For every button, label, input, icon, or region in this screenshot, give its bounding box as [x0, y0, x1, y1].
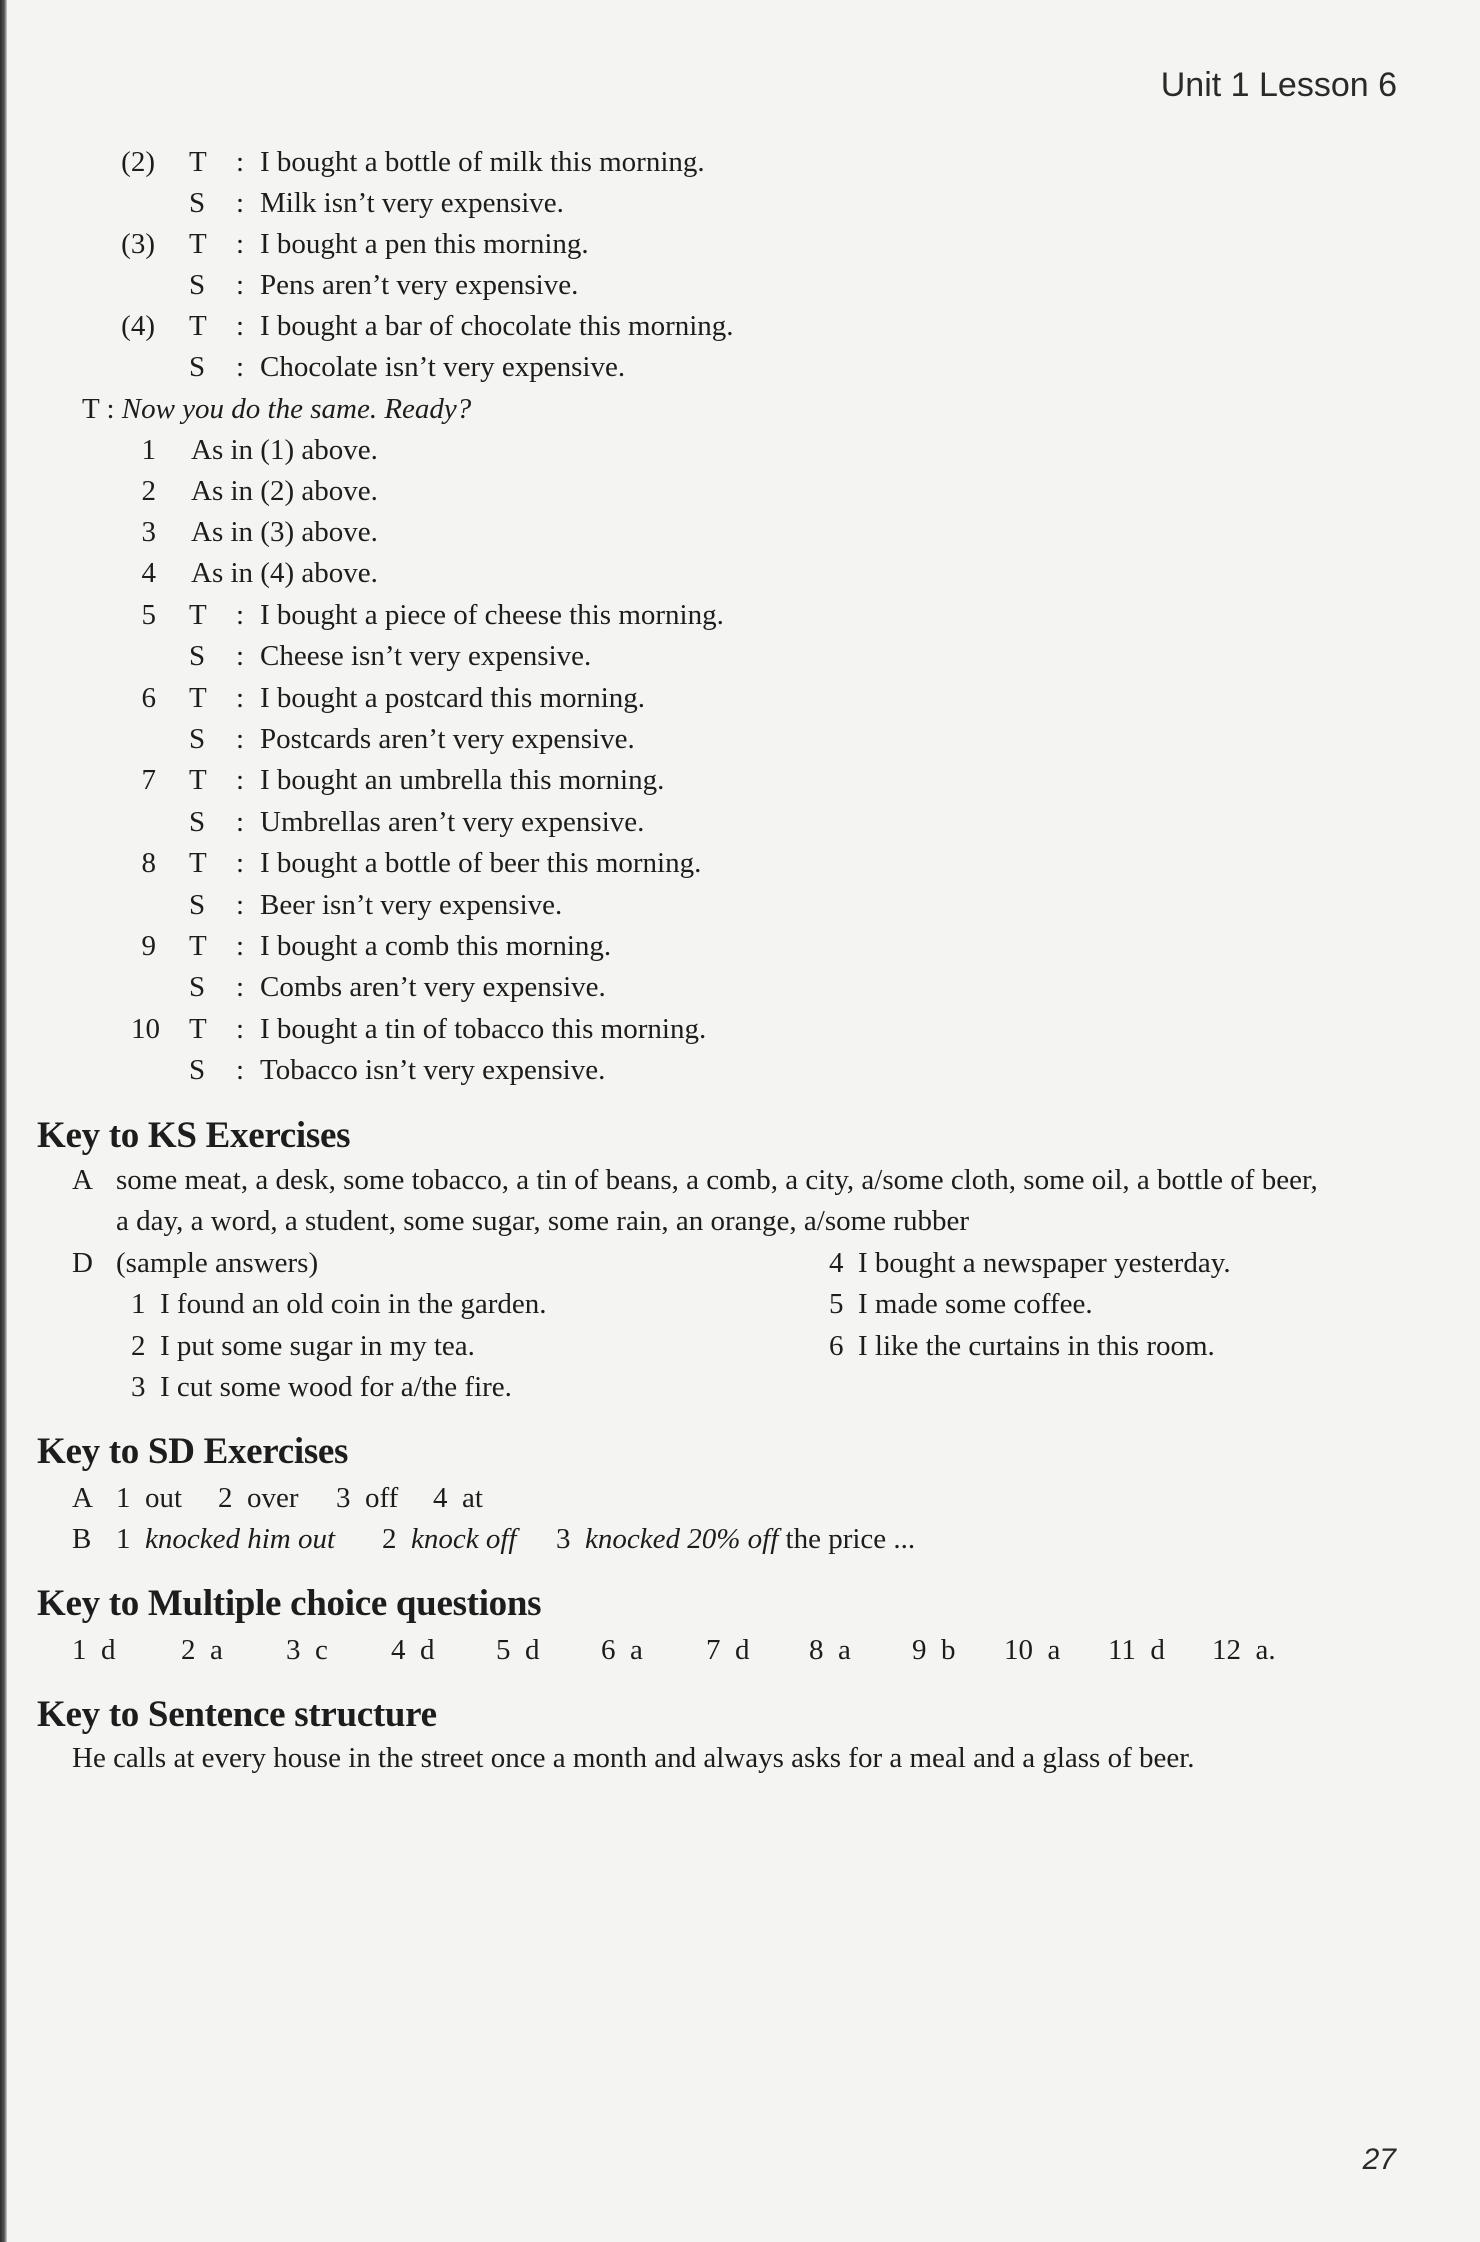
- ss-text: He calls at every house in the street once a month and always asks for a meal and a glass of beer.: [72, 1742, 1195, 1774]
- colon: :: [236, 269, 245, 301]
- colon: :: [236, 599, 245, 631]
- teacher-line: I bought a pen this morning.: [260, 228, 589, 260]
- teacher-line: I bought an umbrella this morning.: [260, 764, 665, 796]
- teacher-line: I bought a tin of tobacco this morning.: [260, 1013, 707, 1045]
- item-number: 3: [131, 1371, 146, 1403]
- instruction-text: Now you do the same. Ready?: [121, 393, 472, 425]
- ks-d-intro: (sample answers): [116, 1247, 319, 1279]
- drill-t-line: [0, 224, 1480, 265]
- drill-s-line: [0, 1050, 1480, 1091]
- sd-a-label: A: [72, 1482, 93, 1514]
- teacher-line: I bought a comb this morning.: [260, 930, 612, 962]
- item-number: 2: [131, 1330, 146, 1362]
- item-number: 7: [141, 764, 156, 796]
- sd-a-item: 1 out: [116, 1482, 183, 1514]
- sd-b-item: [382, 1519, 516, 1560]
- mc-answer: 6 a: [601, 1634, 643, 1666]
- student-line: Pens aren’t very expensive.: [260, 269, 579, 301]
- sd-a-item: 2 over: [218, 1482, 299, 1514]
- running-head: Unit 1 Lesson 6: [1160, 66, 1397, 104]
- item-number: 1: [116, 1523, 131, 1555]
- list-item: [0, 553, 600, 594]
- teacher-line: I bought a bottle of milk this morning.: [260, 146, 705, 178]
- speaker-label: S: [189, 723, 206, 755]
- section-heading-ks: Key to KS Exercises: [37, 1115, 351, 1156]
- instruction-prefix: T :: [82, 393, 115, 425]
- item-text: As in (4) above.: [191, 557, 378, 589]
- item-number: 6: [141, 682, 156, 714]
- colon: :: [236, 764, 245, 796]
- item-number: 5: [141, 599, 156, 631]
- colon: :: [236, 930, 245, 962]
- speaker-label: S: [189, 640, 206, 672]
- page-number: 27: [1362, 2143, 1396, 2176]
- colon: :: [236, 640, 245, 672]
- item-text: I cut some wood for a/the fire.: [160, 1371, 512, 1403]
- item-number: 2: [141, 475, 156, 507]
- teacher-line: I bought a bottle of beer this morning.: [260, 847, 702, 879]
- colon: :: [236, 1013, 245, 1045]
- item-text: I found an old coin in the garden.: [160, 1288, 547, 1320]
- item-number: 8: [141, 847, 156, 879]
- item-number: 2: [382, 1523, 397, 1555]
- ks-a-line-2: a day, a word, a student, some sugar, some rain, an orange, a/some rubber: [116, 1205, 969, 1237]
- mc-answer: 2 a: [181, 1634, 223, 1666]
- drill-s-line: [0, 636, 1480, 677]
- item-number: 3: [556, 1523, 571, 1555]
- mc-answer: 8 a: [809, 1634, 851, 1666]
- speaker-label: S: [189, 351, 206, 383]
- drill-t-line: [0, 926, 1480, 967]
- speaker-label: S: [189, 889, 206, 921]
- item-number: (3): [121, 228, 155, 260]
- ks-d-item: [131, 1284, 547, 1325]
- colon: :: [236, 310, 245, 342]
- drill-s-line: [0, 183, 1480, 224]
- sd-a-item: 3 off: [336, 1482, 399, 1514]
- drill-t-line: [0, 678, 1480, 719]
- sd-a-item: 4 at: [433, 1482, 483, 1514]
- list-item: [0, 471, 600, 512]
- speaker-label: T: [189, 764, 207, 796]
- sd-b-item: [116, 1519, 335, 1560]
- colon: :: [236, 723, 245, 755]
- colon: :: [236, 682, 245, 714]
- item-number: 3: [141, 516, 156, 548]
- section-heading-mc: Key to Multiple choice questions: [37, 1583, 542, 1624]
- speaker-label: T: [189, 146, 207, 178]
- drill-s-line: [0, 719, 1480, 760]
- student-line: Postcards aren’t very expensive.: [260, 723, 635, 755]
- speaker-label: T: [189, 682, 207, 714]
- drill-t-line: [0, 306, 1480, 347]
- mc-answer: 4 d: [391, 1634, 435, 1666]
- sd-b-label: B: [72, 1523, 92, 1555]
- list-item: [0, 512, 600, 553]
- speaker-label: S: [189, 269, 206, 301]
- speaker-label: T: [189, 847, 207, 879]
- item-number: 9: [141, 930, 156, 962]
- drill-t-line: [0, 760, 1480, 801]
- mc-answer: 10 a: [1004, 1634, 1061, 1666]
- ks-d-item: [829, 1243, 1231, 1284]
- colon: :: [236, 146, 245, 178]
- drill-s-line: [0, 802, 1480, 843]
- speaker-label: S: [189, 187, 206, 219]
- mc-answer: 7 d: [706, 1634, 750, 1666]
- speaker-label: T: [189, 310, 207, 342]
- item-number: 6: [829, 1330, 844, 1362]
- student-line: Beer isn’t very expensive.: [260, 889, 563, 921]
- section-heading-sd: Key to SD Exercises: [37, 1431, 349, 1472]
- student-line: Cheese isn’t very expensive.: [260, 640, 592, 672]
- speaker-label: S: [189, 971, 206, 1003]
- drill-s-line: [0, 347, 1480, 388]
- student-line: Milk isn’t very expensive.: [260, 187, 564, 219]
- section-heading-ss: Key to Sentence structure: [37, 1694, 437, 1735]
- item-number: 4: [141, 557, 156, 589]
- item-number: 5: [829, 1288, 844, 1320]
- speaker-label: S: [189, 1054, 206, 1086]
- drill-s-line: [0, 265, 1480, 306]
- colon: :: [236, 847, 245, 879]
- drill-s-line: [0, 967, 1480, 1008]
- item-text: I like the curtains in this room.: [858, 1330, 1215, 1362]
- speaker-label: S: [189, 806, 206, 838]
- colon: :: [236, 806, 245, 838]
- speaker-label: T: [189, 599, 207, 631]
- mc-answer: 12 a.: [1212, 1634, 1276, 1666]
- mc-answers-row: [0, 1630, 1480, 1671]
- item-text: As in (3) above.: [191, 516, 378, 548]
- item-text: knocked him out: [145, 1523, 336, 1555]
- colon: :: [236, 187, 245, 219]
- drill-t-line: [0, 1009, 1480, 1050]
- item-text: I made some coffee.: [858, 1288, 1093, 1320]
- ks-d-item: [131, 1367, 512, 1408]
- ks-d-item: [829, 1284, 1093, 1325]
- item-text: knocked 20% off: [585, 1523, 779, 1555]
- mc-answer: 3 c: [286, 1634, 328, 1666]
- student-line: Combs aren’t very expensive.: [260, 971, 606, 1003]
- item-number: 4: [829, 1247, 844, 1279]
- item-number: 10: [131, 1013, 160, 1045]
- item-text: As in (1) above.: [191, 434, 378, 466]
- item-text-rest: the price ...: [778, 1523, 916, 1555]
- student-line: Umbrellas aren’t very expensive.: [260, 806, 645, 838]
- colon: :: [236, 228, 245, 260]
- speaker-label: T: [189, 228, 207, 260]
- colon: :: [236, 889, 245, 921]
- item-text: I put some sugar in my tea.: [160, 1330, 475, 1362]
- mc-answer: 11 d: [1108, 1634, 1165, 1666]
- speaker-label: T: [189, 930, 207, 962]
- student-line: Tobacco isn’t very expensive.: [260, 1054, 606, 1086]
- item-number: 1: [141, 434, 156, 466]
- teacher-line: I bought a postcard this morning.: [260, 682, 646, 714]
- drill-t-line: [0, 595, 1480, 636]
- teacher-line: I bought a bar of chocolate this morning.: [260, 310, 734, 342]
- colon: :: [236, 351, 245, 383]
- mc-answer: 1 d: [72, 1634, 116, 1666]
- mc-answer: 5 d: [496, 1634, 540, 1666]
- ks-a-line-1: some meat, a desk, some tobacco, a tin of beans, a comb, a city, a/some cloth, some oil, a bottle of beer,: [116, 1164, 1318, 1196]
- drill-t-line: [0, 142, 1480, 183]
- speaker-label: T: [189, 1013, 207, 1045]
- list-item: [0, 430, 600, 471]
- colon: :: [236, 971, 245, 1003]
- colon: :: [236, 1054, 245, 1086]
- item-number: (4): [121, 310, 155, 342]
- ks-d-item: [829, 1326, 1215, 1367]
- item-number: 1: [131, 1288, 146, 1320]
- ks-a-label: A: [72, 1164, 93, 1196]
- mc-answer: 9 b: [912, 1634, 956, 1666]
- ks-d-label: D: [72, 1247, 93, 1279]
- instruction-line: [82, 389, 471, 430]
- item-text: knock off: [411, 1523, 517, 1555]
- student-line: Chocolate isn’t very expensive.: [260, 351, 626, 383]
- drill-t-line: [0, 843, 1480, 884]
- item-text: I bought a newspaper yesterday.: [858, 1247, 1231, 1279]
- drill-s-line: [0, 885, 1480, 926]
- teacher-line: I bought a piece of cheese this morning.: [260, 599, 724, 631]
- sd-b-item: [556, 1519, 915, 1560]
- item-text: As in (2) above.: [191, 475, 378, 507]
- item-number: (2): [121, 146, 155, 178]
- ks-d-item: [131, 1326, 475, 1367]
